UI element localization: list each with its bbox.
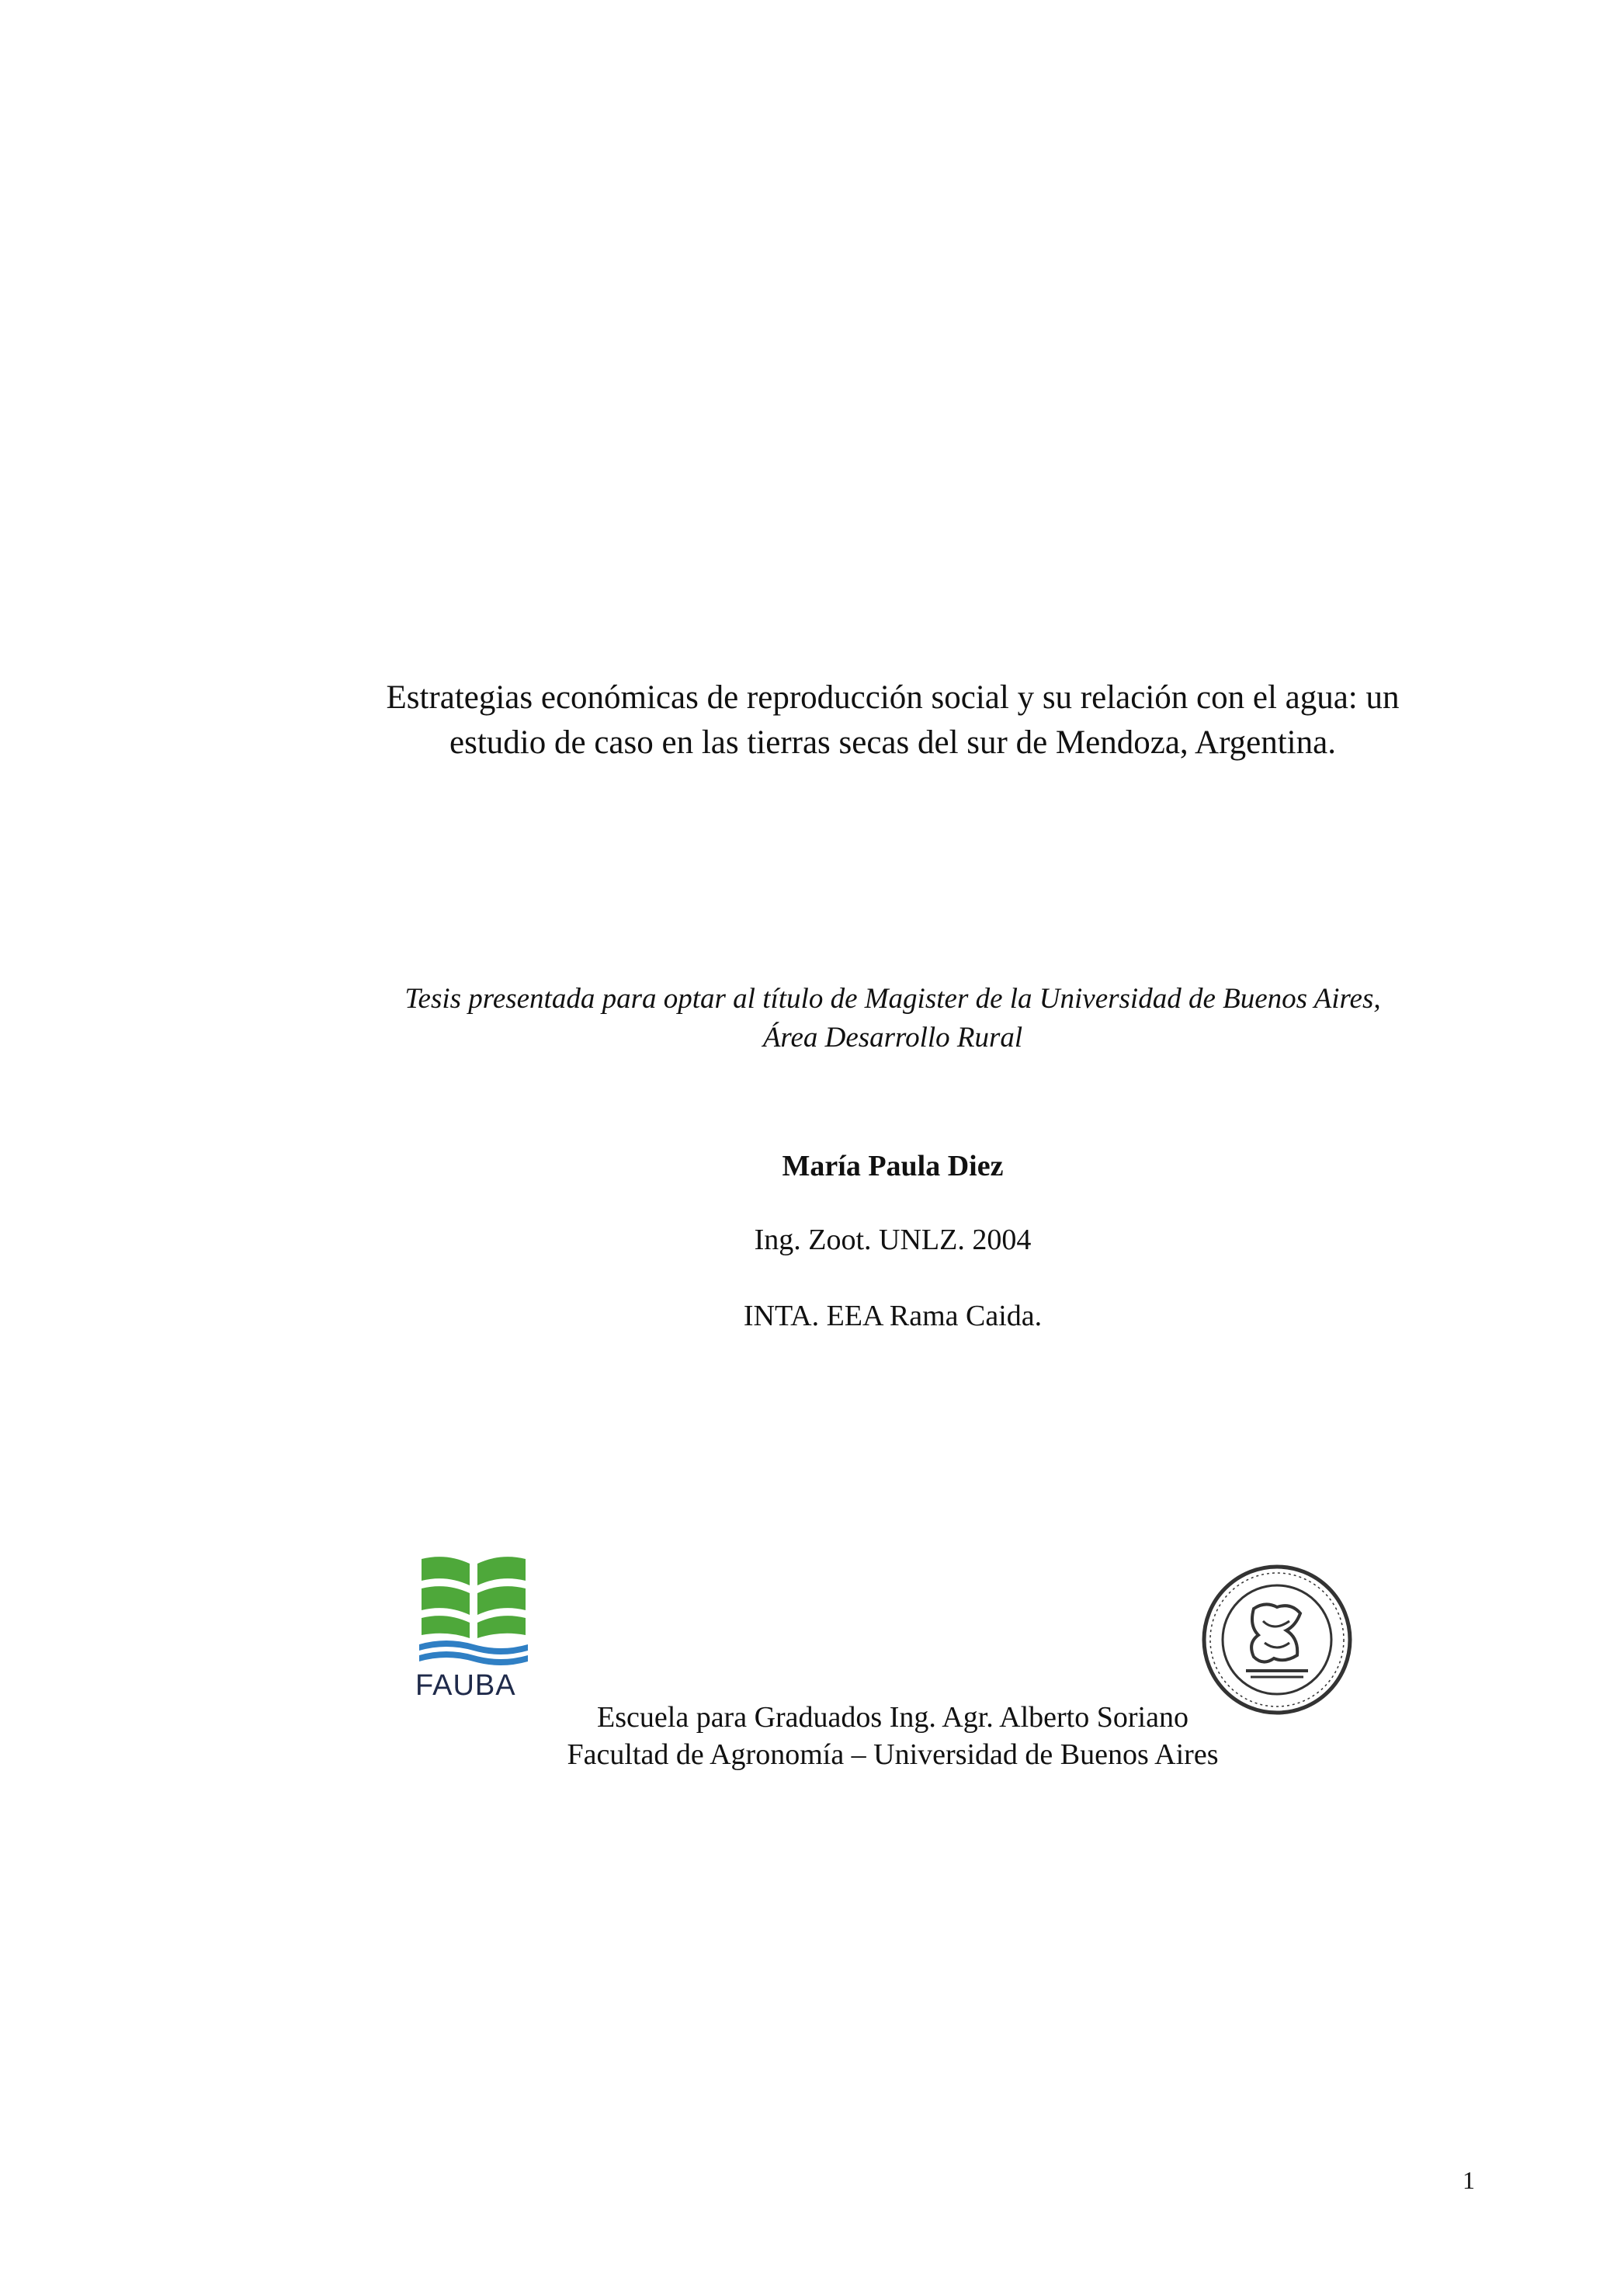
page-number: 1: [1463, 2166, 1475, 2194]
thesis-subtitle-line-1: Tesis presentada para optar al título de Magister de la Universidad de Buenos Aires,: [404, 983, 1381, 1015]
thesis-title-line-1: Estrategias económicas de reproducción social y su relación con el agua: un: [386, 679, 1400, 716]
author-name: María Paula Diez: [782, 1150, 1004, 1182]
uba-seal: [1199, 1562, 1355, 1717]
author-institution: INTA. EEA Rama Caida.: [743, 1300, 1043, 1332]
fauba-logo-label: FAUBA: [415, 1669, 516, 1702]
author-degree: Ing. Zoot. UNLZ. 2004: [754, 1224, 1032, 1256]
school-info: [233, 1699, 1553, 1773]
uba-seal-icon: [1199, 1562, 1355, 1717]
fauba-emblem-icon: [415, 1553, 532, 1669]
thesis-subtitle: [233, 980, 1553, 1057]
faculty-name: Facultad de Agronomía – Universidad de Buenos Aires: [567, 1738, 1219, 1771]
school-name: Escuela para Graduados Ing. Agr. Alberto Soriano: [597, 1701, 1189, 1734]
thesis-title-line-2: estudio de caso en las tierras secas del sur de Mendoza, Argentina.: [449, 724, 1336, 761]
thesis-subtitle-line-2: Área Desarrollo Rural: [762, 1022, 1023, 1054]
thesis-title: [233, 675, 1553, 766]
